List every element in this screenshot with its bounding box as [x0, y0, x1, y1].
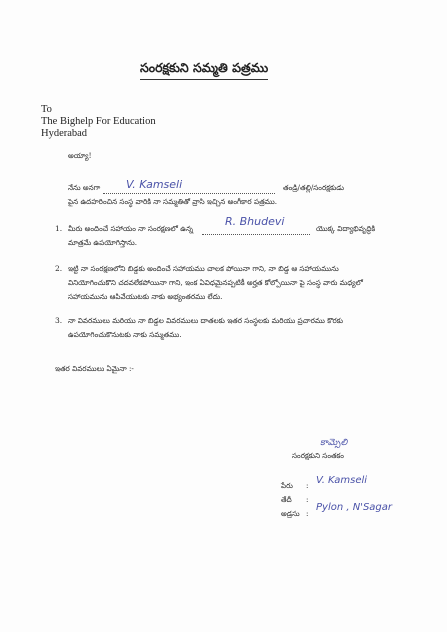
intro-relation: తండ్రి/తల్లి/సంరక్షకుడు	[283, 183, 345, 192]
item-1-text-c: మాత్రమే ఉపయోగిస్తాను.	[68, 238, 137, 247]
guardian-signature-label: సంరక్షకుని సంతకం	[292, 451, 344, 460]
item-2-number: 2.	[55, 264, 63, 273]
intro-line2: పైన ఉదహరించిన సంస్థ వారికి నా సమ్మతితో వ్రాసి ఇచ్చిన అంగీకార పత్రము.	[68, 197, 278, 206]
student-name-handwritten: R. Bhudevi	[225, 215, 285, 228]
item-3-number: 3.	[55, 316, 63, 325]
intro-name-prefix: నేను అనగా	[68, 183, 101, 192]
item-3-text-a: నా వివరములు మరియు నా బిడ్డల వివరములు దాతలకు ఇతర సంస్థలకు మరియు ప్రచారము కొరకు	[68, 316, 343, 325]
student-name-line	[202, 234, 310, 235]
other-details-label: ఇతర వివరములు ఏమైనా :-	[55, 364, 134, 373]
item-2-text-a: ఇట్టి నా సంరక్షణలోని బిడ్డకు అందించే సహాయము చాలక పోయినా గాని, నా బిడ్డ ఆ సహాయమును	[68, 264, 339, 273]
guardian-signature-handwritten: కామ్సెలి	[320, 438, 348, 448]
guardian-name-handwritten: V. Kamseli	[126, 178, 183, 191]
item-2-text-c: సహాయమును ఆపివేయుటకు నాకు అభ్యంతరము లేదు.	[68, 292, 223, 301]
address-to: To	[41, 104, 52, 115]
address-city: Hyderabad	[41, 128, 88, 139]
field-name-value: V. Kamseli	[316, 475, 368, 486]
item-3-text-b: ఉపయోగించుకొనుటకు నాకు సమ్మతము.	[68, 330, 182, 339]
field-name-label: పేరు	[281, 481, 293, 490]
item-1-number: 1.	[55, 224, 63, 233]
field-address-value: Pylon , N'Sagar	[316, 502, 393, 513]
field-address-label: అడ్రసు	[281, 509, 300, 518]
item-1-text-b: యొక్క విద్యాభివృద్ధికి	[316, 224, 376, 233]
page-title: సంరక్షకుని సమ్మతి పత్రము	[140, 60, 268, 80]
field-date-label: తేదీ	[281, 495, 292, 504]
guardian-name-line	[103, 193, 275, 194]
document-page: సంరక్షకుని సమ్మతి పత్రము To The Bighelp For Education Hyderabad అయ్యా! నేను అనగా V. Kamseli తండ్రి/తల్లి/సంరక్షకుడు పైన ఉదహరించిన సంస్థ వారికి నా సమ్మతితో వ్రాసి ఇచ్చిన అంగీకార పత్రము. 1. మీరు అందించే సహాయం నా సంరక్షణలో ఉన్న R. Bhudevi యొక్క విద్యాభివృద్ధికి మాత్రమే ఉపయోగిస్తాను. 2. ఇట్టి నా సంరక్షణలోని బిడ్డకు అందించే సహాయము చాలక పోయినా గాని, నా బిడ్డ ఆ సహాయమును వినియోగించుకొని చదవలేకపోయినా గాని, ఇంక ఏవిధమైనప్పటికీ అర్హత కోల్పోయినా పై సంస్థ వారు మధ్యలో సహాయమును ఆపివేయుటకు నాకు అభ్యంతరము లేదు. 3. నా వివరములు మరియు నా బిడ్డల వివరములు దాతలకు ఇతర సంస్థలకు మరియు ప్రచారము కొరకు ఉపయోగించుకొనుటకు నాకు సమ్మతము. ఇతర వివరములు ఏమైనా :- కామ్సెలి సంరక్షకుని సంతకం పేరు : V. Kamseli తేదీ : అడ్రసు : Pylon , N'Sagar	[0, 0, 447, 632]
item-1-text-a: మీరు అందించే సహాయం నా సంరక్షణలో ఉన్న	[68, 224, 194, 233]
address-org: The Bighelp For Education	[41, 116, 156, 127]
item-2-text-b: వినియోగించుకొని చదవలేకపోయినా గాని, ఇంక ఏవిధమైనప్పటికీ అర్హత కోల్పోయినా పై సంస్థ వారు మధ్యలో	[68, 278, 363, 287]
salutation: అయ్యా!	[68, 151, 92, 160]
